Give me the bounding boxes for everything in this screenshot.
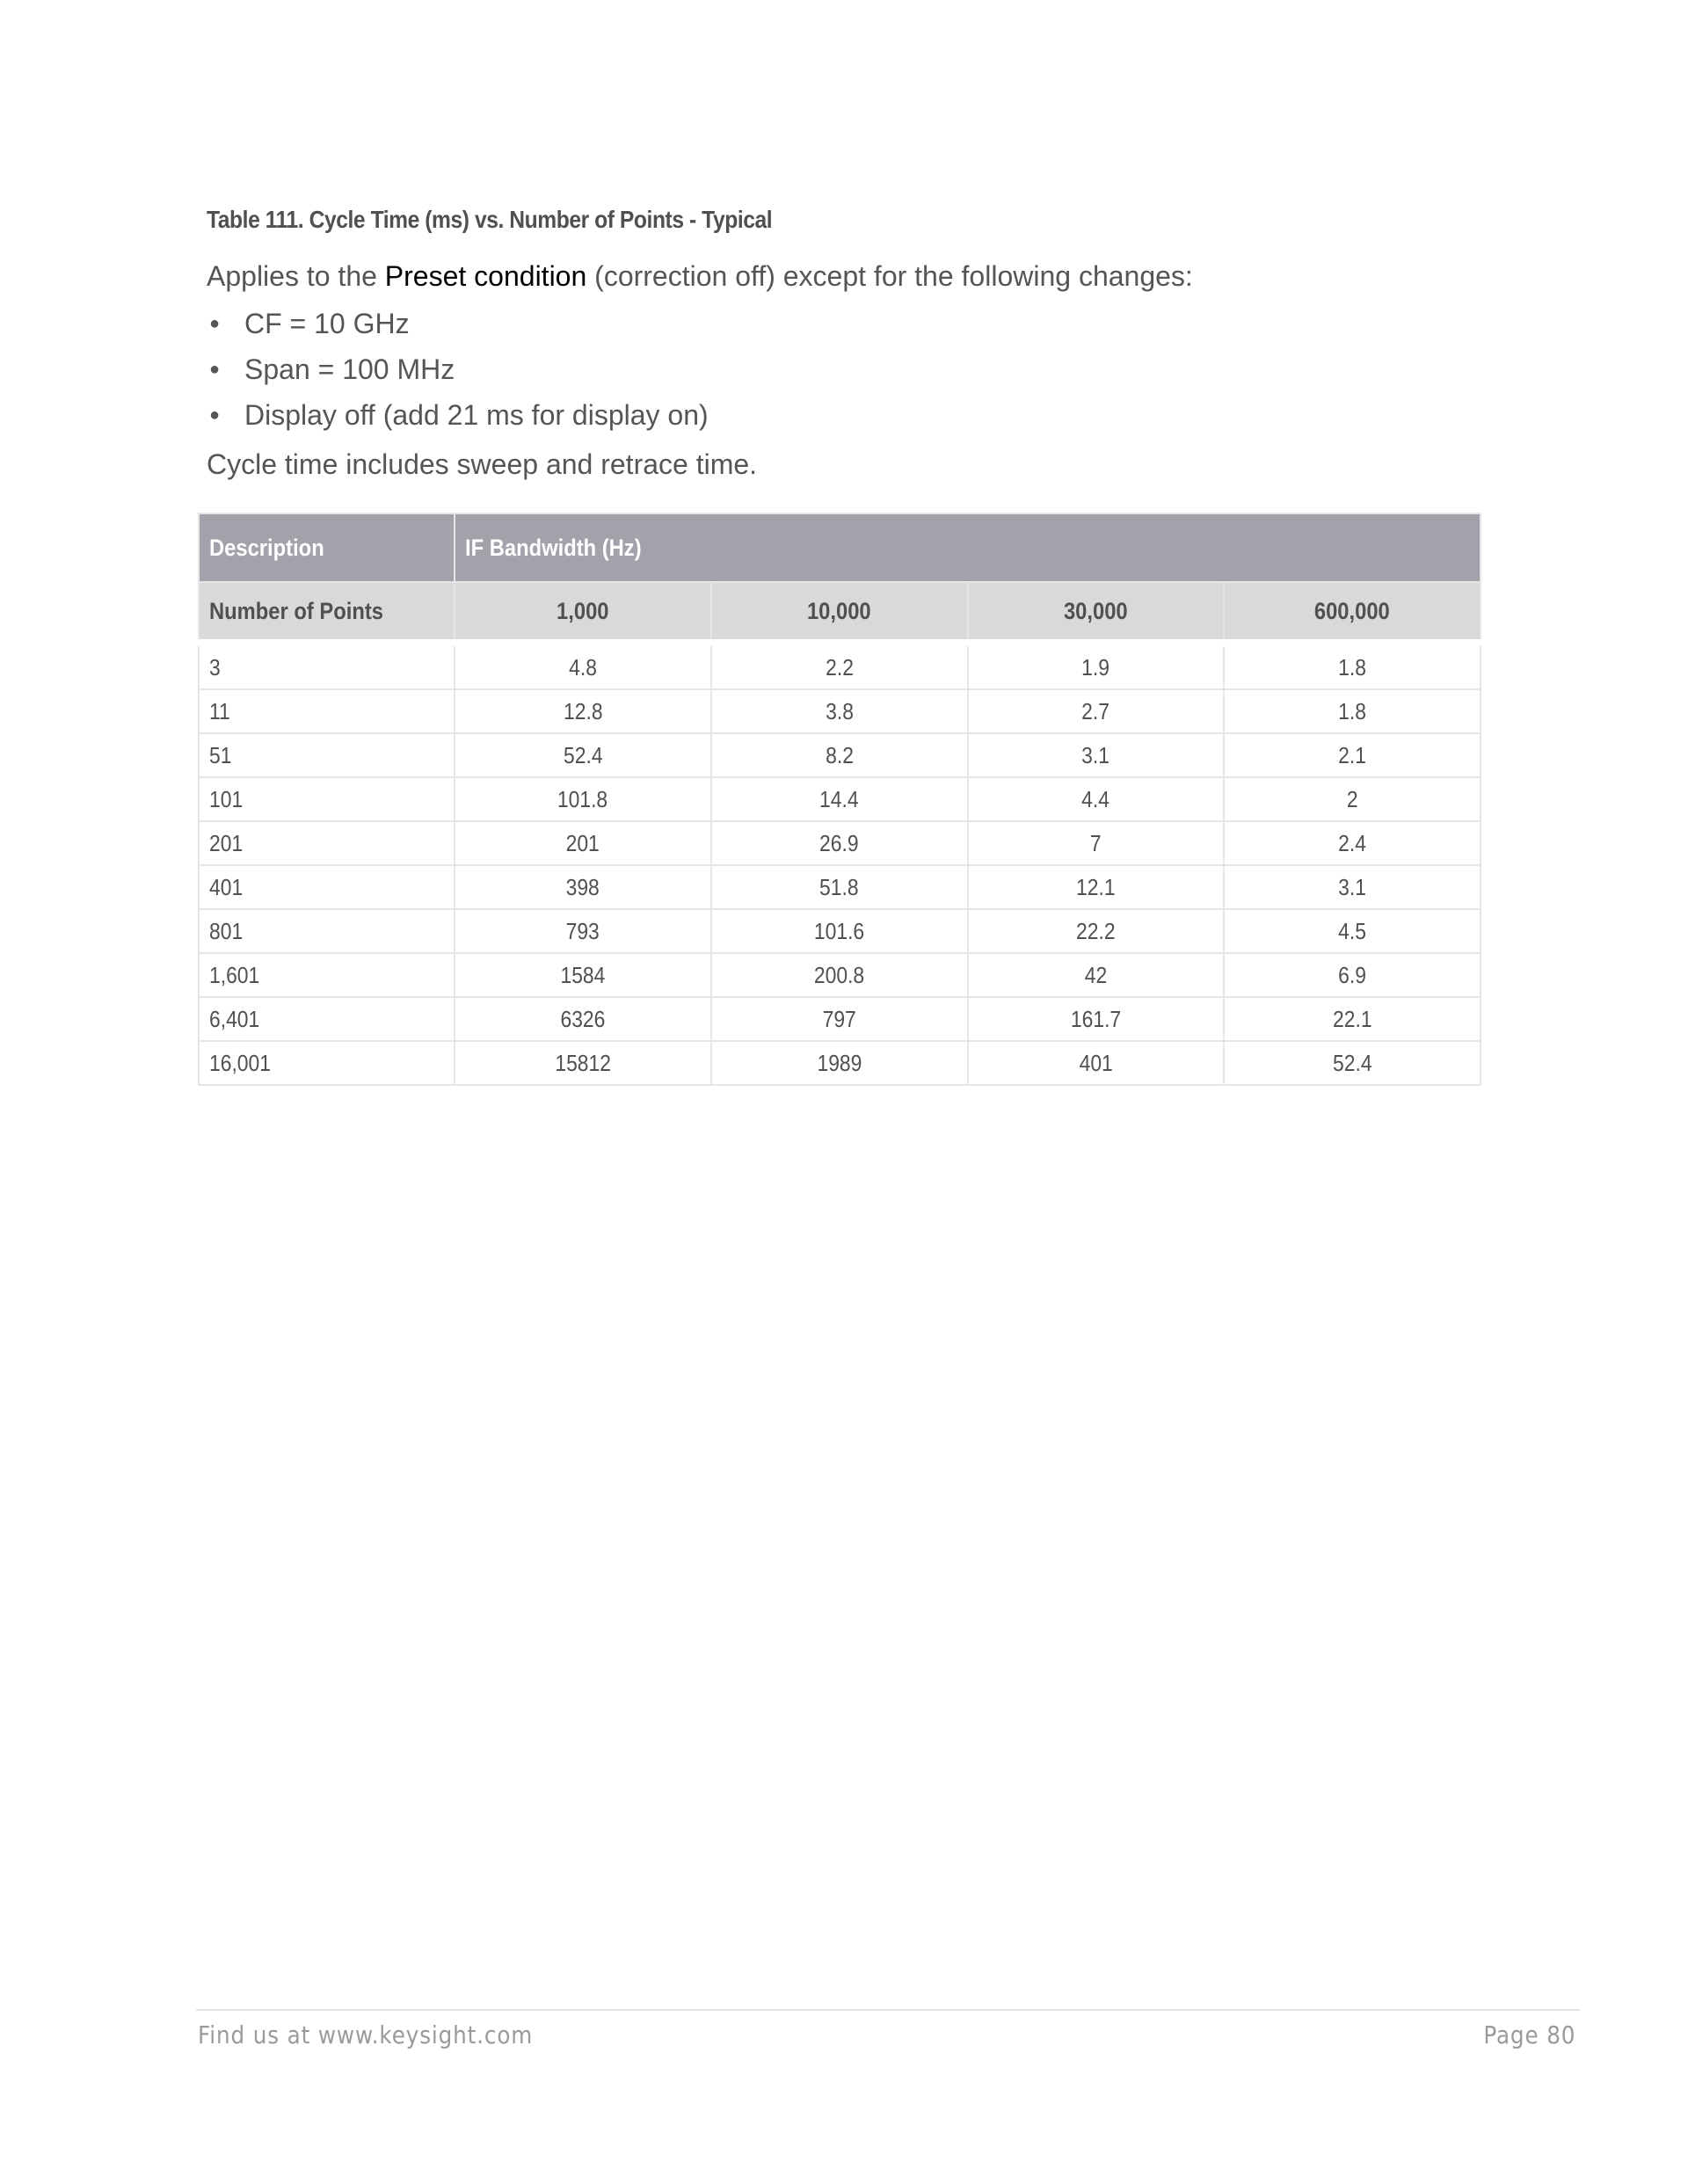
column-header: 30,000 [968,582,1225,643]
cycle-time-cell: 6.9 [1224,953,1481,997]
cycle-time-cell: 2.4 [1224,821,1481,865]
intro-prefix: Applies to the [207,260,385,292]
cycle-time-cell: 7 [968,821,1225,865]
cycle-time-cell: 797 [711,997,968,1041]
list-item: ● Span = 100 MHz [207,346,1508,392]
table-row [199,909,1481,953]
cycle-time-note: Cycle time includes sweep and retrace time. [207,448,758,480]
list-item: ● CF = 10 GHz [207,301,1508,346]
points-cell: 16,001 [199,1041,455,1085]
cycle-time-cell: 14.4 [711,777,968,821]
cycle-time-cell: 1.8 [1224,643,1481,689]
cycle-time-cell: 201 [455,821,711,865]
cycle-time-cell: 3.1 [1224,865,1481,909]
cycle-time-cell: 22.1 [1224,997,1481,1041]
footer-divider [196,2009,1580,2011]
points-cell: 201 [199,821,455,865]
bullet-icon: ● [209,405,221,425]
cycle-time-cell: 1584 [455,953,711,997]
cycle-time-cell: 2.7 [968,689,1225,733]
list-item: ● Display off (add 21 ms for display on) [207,392,1508,438]
cycle-time-cell: 3.8 [711,689,968,733]
table-row [199,953,1481,997]
table-row [199,689,1481,733]
cycle-time-cell: 4.4 [968,777,1225,821]
table-row [199,1041,1481,1085]
description-header: Description [199,513,455,582]
cycle-time-cell: 398 [455,865,711,909]
page-number: Page 80 [1482,2020,1575,2049]
changes-list [207,301,1508,438]
cycle-time-cell: 1.9 [968,643,1225,689]
cycle-time-cell: 200.8 [711,953,968,997]
cycle-time-cell: 26.9 [711,821,968,865]
cycle-time-cell: 2.1 [1224,733,1481,777]
document-body [207,200,1508,485]
column-header: 600,000 [1224,582,1481,643]
cycle-time-table [198,513,1481,1086]
cycle-time-cell: 4.5 [1224,909,1481,953]
cycle-time-cell: 101.6 [711,909,968,953]
cycle-time-cell: 6326 [455,997,711,1041]
table-row [199,777,1481,821]
cycle-time-cell: 52.4 [455,733,711,777]
cycle-time-cell: 15812 [455,1041,711,1085]
cycle-time-cell: 4.8 [455,643,711,689]
cycle-time-cell: 401 [968,1041,1225,1085]
column-header: 10,000 [711,582,968,643]
points-cell: 801 [199,909,455,953]
intro-suffix: (correction off) except for the following changes: [586,260,1193,292]
table-body [199,643,1481,1085]
cycle-time-cell: 161.7 [968,997,1225,1041]
footer-website-link[interactable]: Find us at www.keysight.com [198,2020,534,2049]
cycle-time-cell: 101.8 [455,777,711,821]
table-subheader-row [199,582,1481,643]
intro-paragraph [207,257,1508,295]
cycle-time-cell: 12.8 [455,689,711,733]
points-cell: 1,601 [199,953,455,997]
table-row [199,733,1481,777]
cycle-time-cell: 12.1 [968,865,1225,909]
points-cell: 101 [199,777,455,821]
number-of-points-header: Number of Points [199,582,455,643]
cycle-time-cell: 1.8 [1224,689,1481,733]
points-cell: 3 [199,643,455,689]
bullet-icon: ● [209,360,221,379]
table-row [199,821,1481,865]
cycle-time-cell: 1989 [711,1041,968,1085]
column-header: 1,000 [455,582,711,643]
points-cell: 6,401 [199,997,455,1041]
cycle-time-cell: 2.2 [711,643,968,689]
cycle-time-cell: 42 [968,953,1225,997]
cycle-time-cell: 793 [455,909,711,953]
preset-condition-link[interactable]: Preset condition [384,260,587,292]
table-row [199,997,1481,1041]
cycle-time-cell: 51.8 [711,865,968,909]
cycle-time-cell: 3.1 [968,733,1225,777]
table-row [199,643,1481,689]
cycle-time-cell: 8.2 [711,733,968,777]
points-cell: 11 [199,689,455,733]
points-cell: 401 [199,865,455,909]
bullet-icon: ● [209,314,221,333]
cycle-time-cell: 22.2 [968,909,1225,953]
points-cell: 51 [199,733,455,777]
if-bandwidth-header: IF Bandwidth (Hz) [455,513,1481,582]
cycle-time-cell: 2 [1224,777,1481,821]
table-title: Table 111. Cycle Time (ms) vs. Number of Points - Typical [207,206,773,233]
table-header-row [199,513,1481,582]
table-row [199,865,1481,909]
cycle-time-cell: 52.4 [1224,1041,1481,1085]
